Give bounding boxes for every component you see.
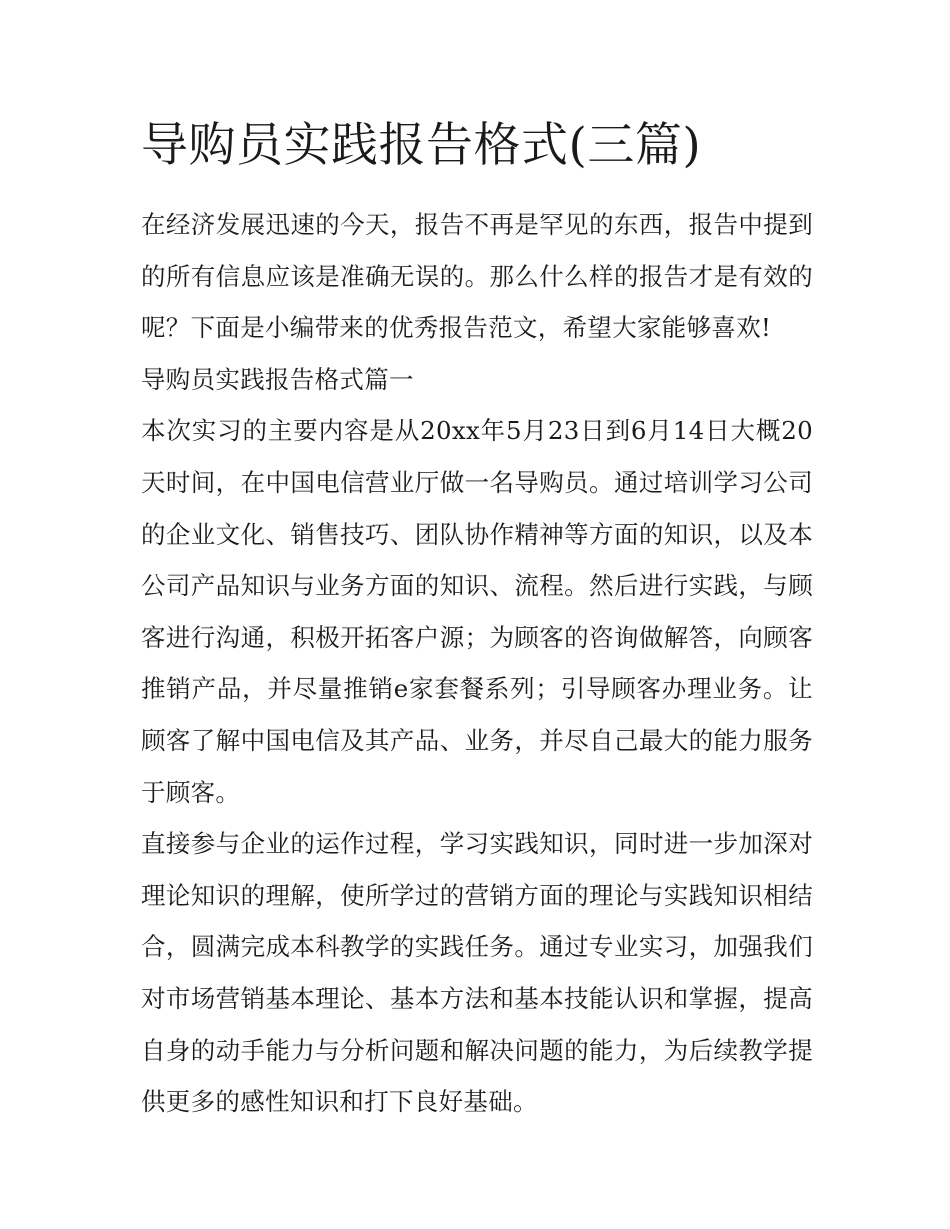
- document-body: [141, 199, 813, 1128]
- document-title: 导购员实践报告格式(三篇): [141, 118, 702, 173]
- section-heading: 导购员实践报告格式篇一: [141, 364, 414, 394]
- body-paragraph-1: 本次实习的主要内容是从20xx年5月23日到6月14日大概20天时间，在中国电信营业厅做一名导购员。通过培训学习公司的企业文化、销售技巧、团队协作精神等方面的知识，以及本公司产品知识与业务方面的知识、流程。然后进行实践，与顾客进行沟通，积极开拓客户源；为顾客的咨询做解答，向顾客推销产品，并尽量推销e家套餐系列；引导顾客办理业务。让顾客了解中国电信及其产品、业务，并尽自己最大的能力服务于顾客。: [141, 416, 813, 807]
- document-page: [141, 112, 813, 1128]
- intro-paragraph: 在经济发展迅速的今天，报告不再是罕见的东西，报告中提到的所有信息应该是准确无误的。那么什么样的报告才是有效的呢？下面是小编带来的优秀报告范文，希望大家能够喜欢!: [141, 210, 813, 343]
- body-paragraph-2: 直接参与企业的运作过程，学习实践知识，同时进一步加深对理论知识的理解，使所学过的营销方面的理论与实践知识相结合，圆满完成本科教学的实践任务。通过专业实习，加强我们对市场营销基本理论、基本方法和基本技能认识和掌握，提高自身的动手能力与分析问题和解决问题的能力，为后续教学提供更多的感性知识和打下良好基础。: [141, 829, 813, 1117]
